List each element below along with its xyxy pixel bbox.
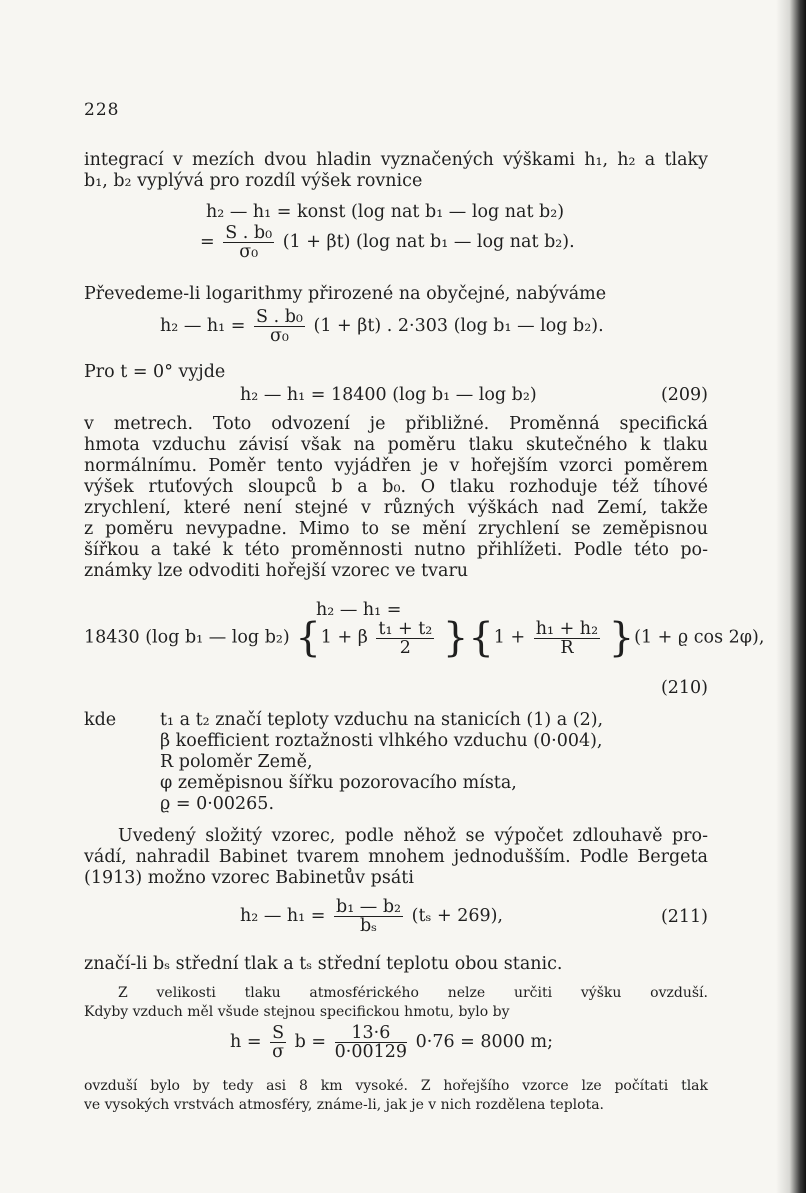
equation-a: h₂ — h₁ = konst (log nat b₁ — log nat b₂) [206, 202, 565, 222]
text-line: ovzduší bylo by tedy asi 8 km vysoké. Z hořejšího vzorce lze počítati tlak [84, 1078, 708, 1094]
text-line: vádí, nahradil Babinet tvarem mnohem jednodušším. Podle Bergeta [84, 847, 708, 867]
text-line: (1913) možno vzorec Babinetův psáti [84, 868, 414, 888]
definition-line: ϱ = 0·00265. [160, 794, 275, 814]
text-line: Uvedený složitý vzorec, podle něhož se výpočet zdlouhavě pro- [118, 826, 708, 846]
definition-line: R poloměr Země, [160, 752, 313, 772]
fraction: $\frac{\text{b₁ — b₂}}{\text{bₛ}}$ [336, 897, 402, 936]
text-line: známky lze odvoditi hořejší vzorec ve tvaru [84, 561, 469, 581]
text-line: značí-li bₛ střední tlak a tₛ střední teplotu obou stanic. [84, 954, 563, 974]
equation-c: h₂ — h₁ = $\frac{\text{S . b₀}}{\text{σ₀}}$ (1 + βt) . 2·303 (log b₁ — log b₂). [160, 307, 604, 346]
equation-number: (210) [660, 678, 708, 698]
fraction: $\frac{\text{S . b₀}}{\text{σ₀}}$ [225, 223, 273, 262]
definition-line: t₁ a t₂ značí teploty vzduchu na stanicích (1) a (2), [160, 710, 604, 730]
equation-209: h₂ — h₁ = 18400 (log b₁ — log b₂) [240, 385, 537, 405]
text-line: zrychlení, které není stejné v různých výškách nad Zemí, takže [84, 498, 708, 518]
text-line: hmota vzduchu závisí však na poměru tlaku skutečného k tlaku [84, 435, 708, 455]
text-line: normálnímu. Poměr tento vyjádřen je v hořejším vzorci poměrem [84, 456, 708, 476]
fraction: $\frac{S}{\sigma}$ [272, 1023, 285, 1062]
text-line: v metrech. Toto odvození je přibližné. Proměnná specifická [84, 414, 708, 434]
definition-line: β koefficient roztažnosti vlhkého vzduchu (0·004), [160, 731, 603, 751]
equation-h: h = $\frac{S}{\sigma}$ b = $\frac{13\cdot 6}{0\cdot 00129}$ 0·76 = 8000 m; [230, 1023, 553, 1062]
fraction: $\frac{\text{t₁ + t₂}}{2}$ [378, 618, 433, 658]
text-line: Kdyby vzduch měl všude stejnou specifickou hmotu, bylo by [84, 1004, 510, 1020]
equation-b: = $\frac{\text{S . b₀}}{\text{σ₀}}$ (1 + βt) (log nat b₁ — log nat b₂). [200, 223, 575, 262]
page-number: 228 [84, 100, 120, 120]
text-line: b₁, b₂ vyplývá pro rozdíl výšek rovnice [84, 171, 423, 191]
text-line: Pro t = 0° vyjde [84, 362, 226, 382]
text-line: Převedeme-li logarithmy přirozené na obyčejné, nabýváme [84, 284, 607, 304]
equation-211: h₂ — h₁ = $\frac{\text{b₁ — b₂}}{\text{bₛ}}$ (tₛ + 269), [240, 897, 503, 936]
text-line: z poměru nevypadne. Mimo to se mění zrychlení se zeměpisnou [84, 519, 708, 539]
fraction: $\frac{\text{h₁ + h₂}}{R}$ [535, 618, 599, 658]
equation-210-top: h₂ — h₁ = [316, 600, 402, 620]
equation-210: 18430 (log b₁ — log b₂) {1 + β $\frac{\text{t₁ + t₂}}{2}$ }{1 + $\frac{\text{h₁ + h₂}}{R}$ }(1 + ϱ cos 2φ), [84, 615, 765, 661]
text-line: výšek rtuťových sloupců b a b₀. O tlaku rozhoduje též tíhové [84, 477, 708, 497]
text-line: šířkou a také k této proměnnosti nutno přihlížeti. Podle této po- [84, 540, 708, 560]
definition-line: φ zeměpisnou šířku pozorovacího místa, [160, 773, 517, 793]
equation-number: (211) [660, 907, 708, 927]
page-edge-shadow [776, 0, 806, 1193]
kde-label: kde [84, 710, 117, 730]
fraction: $\frac{\text{S . b₀}}{\text{σ₀}}$ [256, 307, 303, 346]
equation-number: (209) [660, 385, 708, 405]
text-line: ve vysokých vrstvách atmosféry, známe-li, jak je v nich rozdělena teplota. [84, 1097, 604, 1113]
text-line: integrací v mezích dvou hladin vyznačených výškami h₁, h₂ a tlaky [84, 150, 708, 170]
fraction: $\frac{13\cdot 6}{0\cdot 00129}$ [334, 1023, 408, 1062]
text-line: Z velikosti tlaku atmosférického nelze určiti výšku ovzduší. [118, 985, 708, 1001]
